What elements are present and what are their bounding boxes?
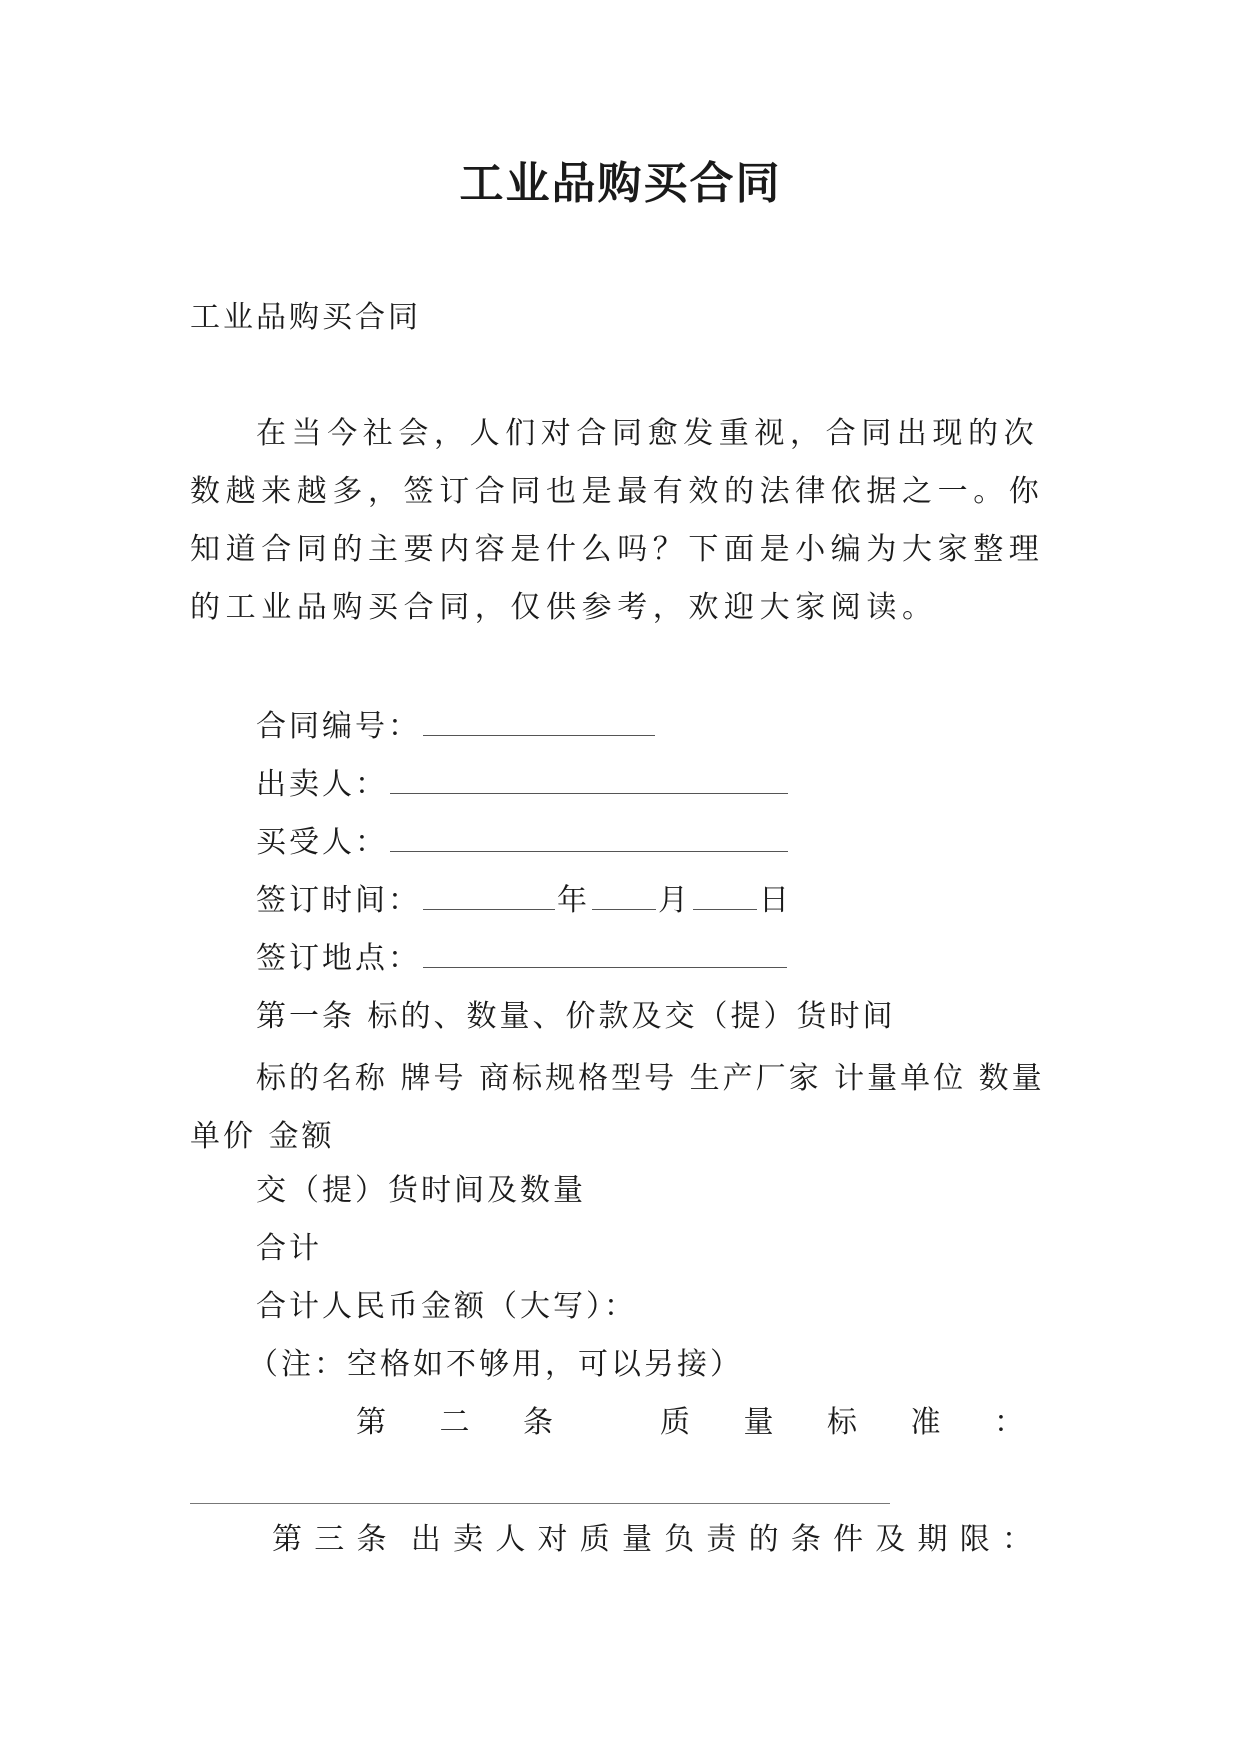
seller-label: 出卖人： bbox=[256, 767, 388, 802]
article-3-char: 期 bbox=[917, 1522, 948, 1557]
table-columns: 标的名称 牌号 商标规格型号 生产厂家 计量单位 数量 单价 金额 bbox=[190, 1061, 1045, 1154]
day-label: 日 bbox=[759, 883, 792, 918]
delivery-row: 交（提）货时间及数量 bbox=[256, 1173, 586, 1208]
sign-time-label: 签订时间： bbox=[256, 883, 421, 918]
year-label: 年 bbox=[557, 883, 590, 918]
article-3-char: 条 bbox=[356, 1522, 387, 1557]
article-2-blank-line[interactable] bbox=[190, 1503, 890, 1504]
contract-number-label: 合同编号： bbox=[256, 709, 421, 744]
article-2-char: 质 bbox=[660, 1405, 690, 1440]
sign-place-row bbox=[256, 939, 789, 979]
month-label: 月 bbox=[658, 883, 691, 918]
article-2-char: 准 bbox=[910, 1405, 941, 1440]
article-3-char: 人 bbox=[495, 1522, 526, 1557]
article-2-char: 第 bbox=[356, 1405, 386, 1440]
article-3-char: 出 bbox=[410, 1522, 441, 1557]
buyer-label: 买受人： bbox=[256, 825, 388, 860]
sign-time-row bbox=[256, 881, 792, 921]
article-3-char: 负 bbox=[664, 1522, 695, 1557]
article-3-char: 对 bbox=[537, 1522, 568, 1557]
article-3-char: 卖 bbox=[453, 1522, 484, 1557]
article-3-char: 量 bbox=[621, 1522, 652, 1557]
seller-row bbox=[256, 765, 790, 805]
day-field[interactable] bbox=[693, 881, 757, 910]
note: （注：空格如不够用，可以另接） bbox=[248, 1347, 743, 1382]
buyer-field[interactable] bbox=[390, 823, 788, 852]
article-2-char: ： bbox=[994, 1405, 1024, 1440]
article-3-char: 条 bbox=[790, 1522, 821, 1557]
subtitle: 工业品购买合同 bbox=[190, 300, 421, 335]
article-3-char: 的 bbox=[748, 1522, 779, 1557]
buyer-row bbox=[256, 823, 790, 863]
article-2-heading bbox=[356, 1403, 1024, 1443]
year-field[interactable] bbox=[423, 881, 555, 910]
total-row: 合计 bbox=[256, 1231, 322, 1266]
article-3-char: 件 bbox=[833, 1522, 864, 1557]
article-3-char: 及 bbox=[875, 1522, 906, 1557]
article-3-char: ： bbox=[1001, 1522, 1032, 1557]
seller-field[interactable] bbox=[390, 765, 788, 794]
article-3-char: 三 bbox=[314, 1522, 345, 1557]
document-title: 工业品购买合同 bbox=[459, 158, 782, 209]
article-3-char: 质 bbox=[579, 1522, 610, 1557]
article-3-char: 限 bbox=[959, 1522, 990, 1557]
article-2-char: 二 bbox=[439, 1405, 470, 1440]
article-3-char: 第 bbox=[272, 1522, 302, 1557]
article-3-heading bbox=[272, 1520, 1032, 1560]
total-rmb-row: 合计人民币金额（大写）： bbox=[256, 1289, 637, 1324]
article-3-char: 责 bbox=[706, 1522, 737, 1557]
article-2-char: 量 bbox=[743, 1405, 774, 1440]
sign-place-field[interactable] bbox=[423, 939, 787, 968]
article-2-char: 条 bbox=[523, 1405, 553, 1440]
article-2-char: 标 bbox=[827, 1405, 857, 1440]
article-1-heading: 第一条 标的、数量、价款及交（提）货时间 bbox=[256, 999, 896, 1034]
intro-paragraph: 在当今社会，人们对合同愈发重视，合同出现的次数越来越多，签订合同也是最有效的法律依据之一。你知道合同的主要内容是什么吗？下面是小编为大家整理的工业品购买合同，仅供参考，欢迎大家阅读。 bbox=[190, 416, 1045, 625]
contract-number-row bbox=[256, 707, 657, 747]
month-field[interactable] bbox=[592, 881, 656, 910]
sign-place-label: 签订地点： bbox=[256, 941, 421, 976]
contract-number-field[interactable] bbox=[423, 707, 655, 736]
